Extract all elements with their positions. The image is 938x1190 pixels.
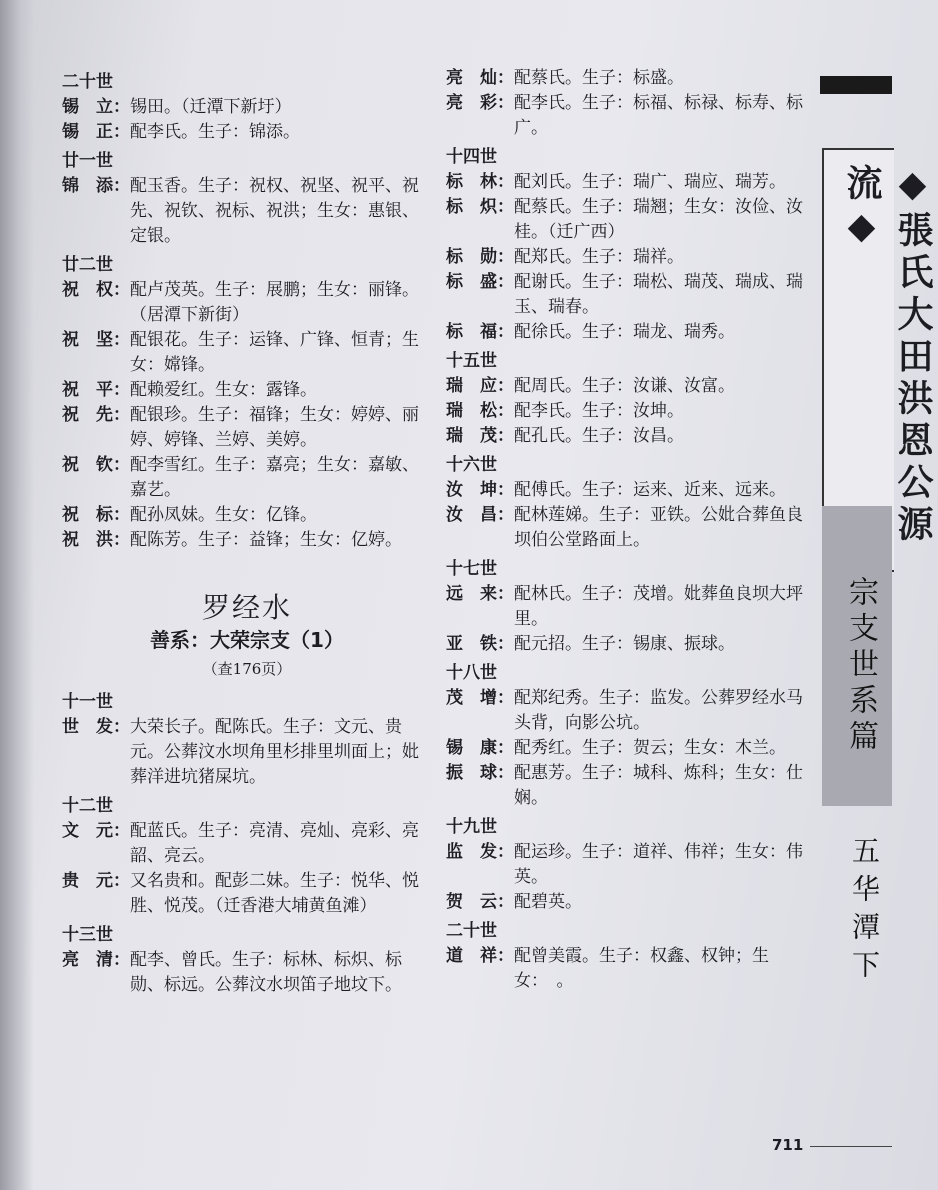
genealogy-entry bbox=[62, 869, 432, 919]
generation-heading: 二十世 bbox=[62, 72, 113, 92]
person-record: 配运珍。生子：道祥、伟祥；生女：伟英。 bbox=[514, 842, 803, 887]
generation-heading: 十六世 bbox=[446, 455, 497, 475]
genealogy-entry bbox=[446, 686, 806, 736]
person-record: 配刘氏。生子：瑞广、瑞应、瑞芳。 bbox=[514, 172, 786, 192]
person-name: 亮 彩： bbox=[446, 93, 514, 113]
chapter-sidebar bbox=[814, 66, 933, 1126]
genealogy-entry bbox=[446, 66, 806, 91]
person-name: 标 炽： bbox=[446, 197, 514, 217]
person-name: 道 祥： bbox=[446, 946, 514, 966]
generation-heading: 十九世 bbox=[446, 817, 497, 837]
genealogy-entry bbox=[62, 403, 432, 453]
person-record: 配赖爱红。生女：露锋。 bbox=[130, 380, 317, 400]
person-record: 配惠芳。生子：城科、炼科；生女：仕娴。 bbox=[514, 763, 803, 808]
genealogy-entry bbox=[62, 328, 432, 378]
genealogy-entry bbox=[446, 245, 806, 270]
genealogy-entry bbox=[62, 948, 432, 998]
generation-heading: 十二世 bbox=[62, 796, 113, 816]
genealogy-list-middle bbox=[446, 66, 806, 994]
genealogy-entry bbox=[446, 840, 806, 890]
genealogy-entry bbox=[62, 120, 432, 145]
person-name: 锡 康： bbox=[446, 738, 514, 758]
person-record: 配李氏。生子：汝坤。 bbox=[514, 401, 684, 421]
book-spine-shadow bbox=[0, 0, 34, 1190]
generation-heading: 二十世 bbox=[446, 921, 497, 941]
person-record: 配玉香。生子：祝权、祝坚、祝平、祝先、祝钦、祝标、祝洪；生女：惠银、定银。 bbox=[130, 176, 419, 246]
person-record: 配李、曾氏。生子：标林、标炽、标勋、标远。公葬汶水坝笛子地坟下。 bbox=[130, 950, 402, 995]
genealogy-entry bbox=[446, 944, 806, 994]
page-number-rule bbox=[810, 1146, 892, 1147]
person-name: 祝 钦： bbox=[62, 455, 130, 475]
person-record: 配林氏。生子：茂增。妣葬鱼良坝大坪里。 bbox=[514, 584, 803, 629]
genealogy-entry bbox=[446, 632, 806, 657]
person-record: 配李雪红。生子：嘉亮；生女：嘉敏、嘉艺。 bbox=[130, 455, 419, 500]
left-column bbox=[62, 66, 432, 998]
generation-heading: 十一世 bbox=[62, 692, 113, 712]
person-record: 配谢氏。生子：瑞松、瑞茂、瑞成、瑞玉、瑞春。 bbox=[514, 272, 803, 317]
person-name: 亚 铁： bbox=[446, 634, 514, 654]
genealogy-entry bbox=[446, 503, 806, 553]
genealogy-list-top bbox=[62, 70, 432, 553]
person-name: 祝 先： bbox=[62, 405, 130, 425]
person-record: 配蔡氏。生子：标盛。 bbox=[514, 68, 684, 88]
genealogy-entry bbox=[62, 819, 432, 869]
genealogy-entry bbox=[62, 378, 432, 403]
genealogy-entry bbox=[446, 736, 806, 761]
genealogy-entry bbox=[446, 582, 806, 632]
genealogy-entry bbox=[446, 195, 806, 245]
genealogy-entry bbox=[446, 478, 806, 503]
person-record: 配银珍。生子：福锋；生女：婷婷、丽婷、婷锋、兰婷、美婷。 bbox=[130, 405, 419, 450]
generation-heading: 廿一世 bbox=[62, 151, 113, 171]
person-name: 锡 立： bbox=[62, 97, 130, 117]
person-record: 配曾美霞。生子：权鑫、权钟；生女： 。 bbox=[514, 946, 769, 991]
genealogy-entry bbox=[446, 890, 806, 915]
person-record: 配李氏。生子：标福、标禄、标寿、标广。 bbox=[514, 93, 803, 138]
person-name: 标 福： bbox=[446, 322, 514, 342]
person-name: 标 盛： bbox=[446, 272, 514, 292]
person-record: 配李氏。生子：锦添。 bbox=[130, 122, 300, 142]
person-name: 祝 洪： bbox=[62, 530, 130, 550]
person-name: 亮 灿： bbox=[446, 68, 514, 88]
genealogy-entry bbox=[446, 91, 806, 141]
person-name: 瑞 茂： bbox=[446, 426, 514, 446]
person-record: 配孙凤妹。生女：亿锋。 bbox=[130, 505, 317, 525]
person-name: 锦 添： bbox=[62, 176, 130, 196]
generation-heading: 廿二世 bbox=[62, 255, 113, 275]
generation-heading: 十三世 bbox=[62, 925, 113, 945]
book-title: ◆張氏大田洪恩公源流◆ bbox=[841, 164, 933, 547]
person-name: 标 勋： bbox=[446, 247, 514, 267]
person-record: 配周氏。生子：汝谦、汝富。 bbox=[514, 376, 735, 396]
person-record: 配元招。生子：锡康、振球。 bbox=[514, 634, 735, 654]
branch-title: 罗经水 bbox=[201, 591, 292, 624]
person-name: 锡 正： bbox=[62, 122, 130, 142]
person-record: 大荣长子。配陈氏。生子：文元、贵元。公葬汶水坝角里杉排里圳面上；妣葬洋进坑猪屎坑。 bbox=[130, 717, 419, 787]
person-record: 配卢茂英。生子：展鹏；生女：丽锋。（居潭下新街） bbox=[130, 280, 419, 325]
genealogy-entry bbox=[446, 399, 806, 424]
person-name: 祝 坚： bbox=[62, 330, 130, 350]
genealogy-entry bbox=[62, 278, 432, 328]
person-name: 汝 坤： bbox=[446, 480, 514, 500]
person-name: 振 球： bbox=[446, 763, 514, 783]
person-record: 配陈芳。生子：益锋；生女：亿婷。 bbox=[130, 530, 402, 550]
page-number: 711 bbox=[772, 1136, 804, 1154]
person-name: 祝 权： bbox=[62, 280, 130, 300]
genealogy-entry bbox=[62, 503, 432, 528]
person-record: 配徐氏。生子：瑞龙、瑞秀。 bbox=[514, 322, 735, 342]
person-record: 配孔氏。生子：汝昌。 bbox=[514, 426, 684, 446]
person-name: 茂 增： bbox=[446, 688, 514, 708]
person-record: 配林莲娣。生子：亚铁。公妣合葬鱼良坝伯公堂路面上。 bbox=[514, 505, 803, 550]
person-record: 配碧英。 bbox=[514, 892, 582, 912]
person-name: 文 元： bbox=[62, 821, 130, 841]
genealogy-entry bbox=[446, 761, 806, 811]
subsection-title: 五华潭下 bbox=[848, 836, 881, 988]
person-record: 配秀红。生子：贺云；生女：木兰。 bbox=[514, 738, 786, 758]
person-record: 配蔡氏。生子：瑞翘；生女：汝俭、汝桂。（迁广西） bbox=[514, 197, 803, 242]
person-name: 亮 清： bbox=[62, 950, 130, 970]
generation-heading: 十五世 bbox=[446, 351, 497, 371]
branch-page-ref: （查176页） bbox=[202, 660, 292, 678]
genealogy-entry bbox=[62, 453, 432, 503]
generation-heading: 十八世 bbox=[446, 663, 497, 683]
person-record: 配蓝氏。生子：亮清、亮灿、亮彩、亮韶、亮云。 bbox=[130, 821, 419, 866]
person-name: 汝 昌： bbox=[446, 505, 514, 525]
person-name: 监 发： bbox=[446, 842, 514, 862]
person-record: 锡田。（迁潭下新圩） bbox=[130, 97, 292, 117]
middle-column bbox=[446, 66, 806, 994]
person-name: 贵 元： bbox=[62, 871, 130, 891]
person-name: 世 发： bbox=[62, 717, 130, 737]
person-name: 祝 标： bbox=[62, 505, 130, 525]
branch-subtitle: 善系：大荣宗支（1） bbox=[150, 628, 344, 652]
genealogy-entry bbox=[62, 715, 432, 790]
section-title: 宗支世系篇 bbox=[843, 576, 878, 756]
person-name: 贺 云： bbox=[446, 892, 514, 912]
genealogy-entry bbox=[62, 528, 432, 553]
genealogy-entry bbox=[446, 374, 806, 399]
generation-heading: 十四世 bbox=[446, 147, 497, 167]
genealogy-entry bbox=[446, 424, 806, 449]
person-record: 配郑氏。生子：瑞祥。 bbox=[514, 247, 684, 267]
genealogy-entry bbox=[446, 170, 806, 195]
person-name: 瑞 应： bbox=[446, 376, 514, 396]
person-name: 祝 平： bbox=[62, 380, 130, 400]
person-record: 配银花。生子：运锋、广锋、恒青；生女：嫦锋。 bbox=[130, 330, 419, 375]
person-name: 远 来： bbox=[446, 584, 514, 604]
genealogy-entry bbox=[446, 270, 806, 320]
person-record: 配郑纪秀。生子：监发。公葬罗经水马头背，向影公坑。 bbox=[514, 688, 803, 733]
person-name: 瑞 松： bbox=[446, 401, 514, 421]
genealogy-entry bbox=[62, 174, 432, 249]
person-record: 又名贵和。配彭二妹。生子：悦华、悦胜、悦茂。（迁香港大埔黄鱼滩） bbox=[130, 871, 419, 916]
person-record: 配傅氏。生子：运来、近来、远来。 bbox=[514, 480, 786, 500]
person-name: 标 林： bbox=[446, 172, 514, 192]
genealogy-entry bbox=[62, 95, 432, 120]
sidebar-black-bar bbox=[820, 76, 892, 94]
genealogy-list-bottom bbox=[62, 690, 432, 998]
generation-heading: 十七世 bbox=[446, 559, 497, 579]
genealogy-entry bbox=[446, 320, 806, 345]
